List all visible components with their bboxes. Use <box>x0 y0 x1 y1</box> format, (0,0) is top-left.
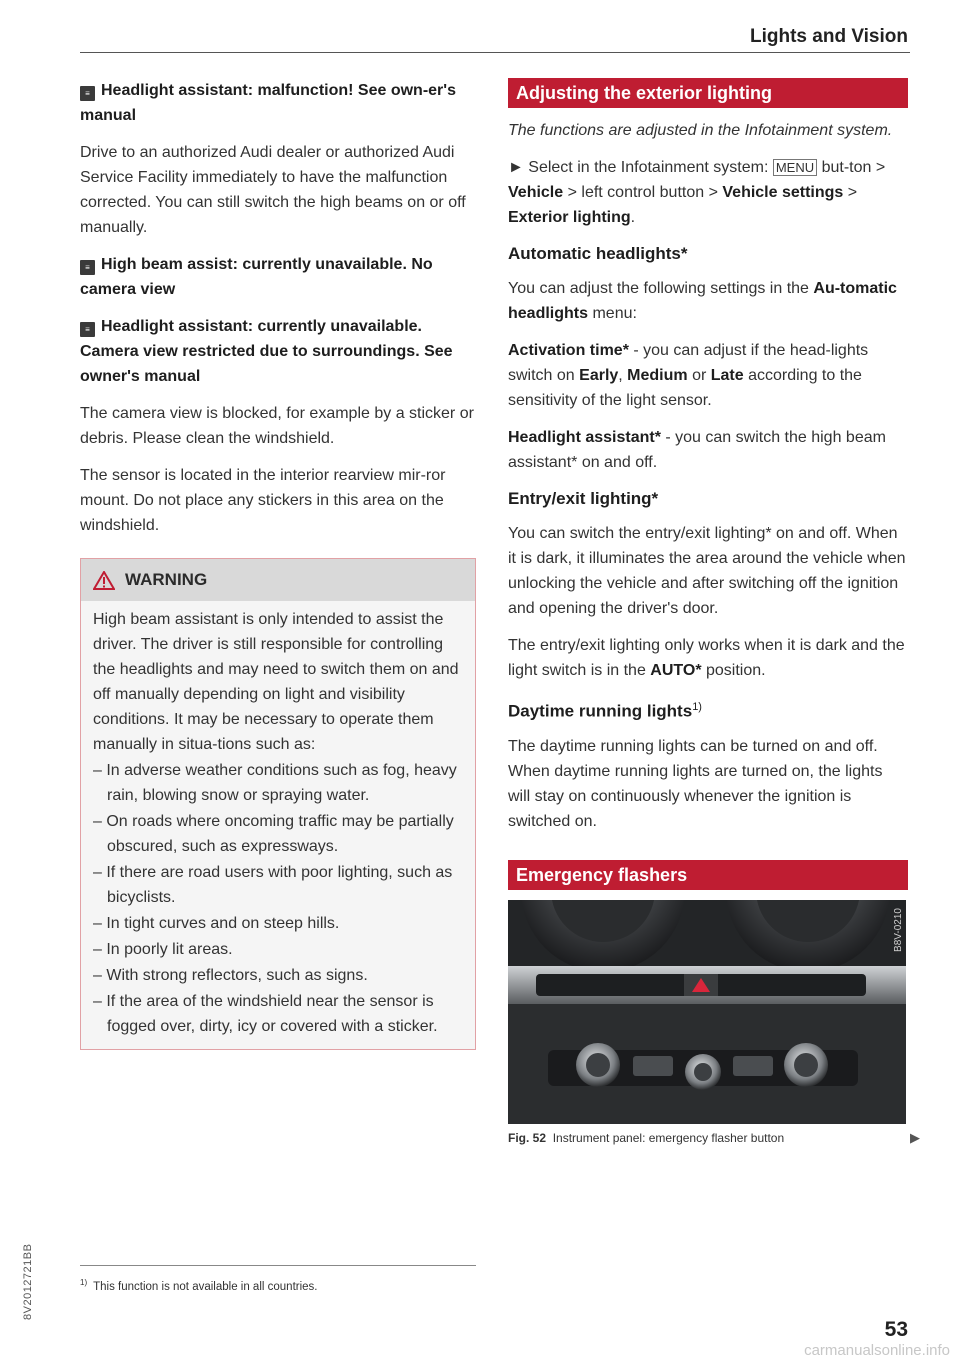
sensor-location-text: The sensor is located in the interior rearview mir-ror mount. Do not place any stickers in this area on the windshield. <box>80 467 446 534</box>
heading-daytime-running-lights: Daytime running lights$^{1)}$ <box>508 701 702 721</box>
warning-item: – If there are road users with poor lighting, such as bicyclists. <box>93 864 453 906</box>
continue-arrow-icon: ▶ <box>910 1129 920 1145</box>
malfunction-text: Drive to an authorized Audi dealer or authorized Audi Service Facility immediately to have the malfunction corrected. You can still switch the high beams on or off manually. <box>80 144 466 236</box>
warning-item: – With strong reflectors, such as signs. <box>93 967 368 984</box>
no-camera-heading: ≡ High beam assist: currently unavailable. No camera view <box>80 256 433 298</box>
headlight-auto-icon: ≡ <box>80 322 95 337</box>
instrument-panel-photo <box>508 900 906 1124</box>
warning-item: – If the area of the windshield near the sensor is fogged over, dirty, icy or covered with a sticker. <box>93 993 438 1035</box>
footnote: $^{1)}$ This function is not available in all countries. <box>80 1278 318 1293</box>
activation-time-text: Activation time* - you can adjust if the head-lights switch on Early, Medium or Late according to the sensitivity of the light sensor. <box>508 342 869 409</box>
restricted-heading: ≡ Headlight assistant: currently unavailable. Camera view restricted due to surroundings. See owner's manual <box>80 318 453 385</box>
high-beam-icon: ≡ <box>80 260 95 275</box>
headlight-assistant-text: Headlight assistant* - you can switch the high beam assistant* on and off. <box>508 429 886 471</box>
warning-body <box>81 601 475 1049</box>
warning-item: – On roads where oncoming traffic may be partially obscured, such as expressways. <box>93 813 454 855</box>
menu-key: MENU <box>773 159 817 176</box>
camera-blocked-text: The camera view is blocked, for example by a sticker or debris. Please clean the windshield. <box>80 405 474 447</box>
warning-intro: High beam assistant is only intended to assist the driver. The driver is still responsible for controlling the headlights and may need to switch them on and off manually depending on light and visibility conditions. It may be necessary to operate them manually in situa-tions such as: <box>93 611 459 753</box>
intro-text: The functions are adjusted in the Infotainment system. <box>508 122 893 139</box>
figure-caption <box>508 1130 920 1146</box>
figure-caption-text: Instrument panel: emergency flasher button <box>552 1130 785 1145</box>
watermark: carmanualsonline.info <box>804 1342 950 1359</box>
page-number: 53 <box>884 1318 908 1341</box>
headlight-auto-icon: ≡ <box>80 86 95 101</box>
warning-box <box>80 558 476 1050</box>
warning-item: – In poorly lit areas. <box>93 941 233 958</box>
right-column <box>508 78 920 1146</box>
warning-item: – In tight curves and on steep hills. <box>93 915 340 932</box>
entry-exit-text: You can switch the entry/exit lighting* on and off. When it is dark, it illuminates the area around the vehicle when unlocking the vehicle and after switching off the ignition and opening the driver's door. <box>508 525 906 617</box>
footnote-rule <box>80 1265 476 1266</box>
warning-triangle-icon <box>93 571 115 590</box>
left-column <box>80 78 476 1050</box>
figure-label: Fig. 52 <box>508 1130 547 1145</box>
instruction-step: ► Select in the Infotainment system: MENU but-ton > Vehicle > left control button > Vehicle settings > Exterior lighting. <box>508 159 886 226</box>
warning-item: – In adverse weather conditions such as fog, heavy rain, blowing snow or spraying water. <box>93 762 457 804</box>
warning-list <box>93 758 463 1039</box>
figure-code: B8V-0210 <box>893 907 904 952</box>
heading-automatic-headlights: Automatic headlights* <box>508 244 688 263</box>
automatic-headlights-text: You can adjust the following settings in the Au-tomatic headlights menu: <box>508 280 897 322</box>
warning-header: WARNING <box>81 559 475 601</box>
heading-entry-exit-lighting: Entry/exit lighting* <box>508 489 659 508</box>
section-banner-exterior-lighting: Adjusting the exterior lighting <box>508 78 908 108</box>
section-banner-emergency-flashers: Emergency flashers <box>508 860 908 890</box>
malfunction-heading: ≡ Headlight assistant: malfunction! See own-er's manual <box>80 82 456 124</box>
header-rule <box>80 52 910 53</box>
daytime-running-text: The daytime running lights can be turned on and off. When daytime running lights are turned on, the lights will stay on continuously whenever the ignition is switched on. <box>508 737 883 830</box>
instrument-panel-illustration <box>508 900 906 1124</box>
header-title: Lights and Vision <box>750 26 908 47</box>
document-code: 8V2012721BB <box>22 1243 34 1320</box>
entry-exit-auto-text: The entry/exit lighting only works when it is dark and the light switch is in the AUTO* position. <box>508 637 905 679</box>
